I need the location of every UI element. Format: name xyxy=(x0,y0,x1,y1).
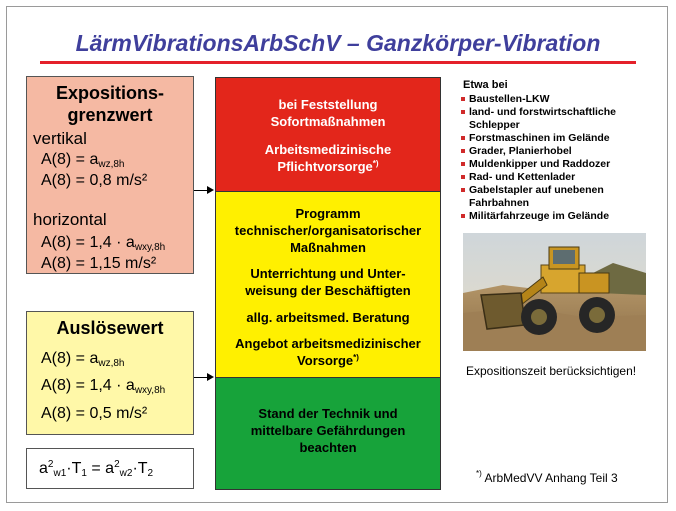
arrow-line-upper xyxy=(194,190,208,191)
yellow-p4-line-1: Angebot arbeitsmedizinischer xyxy=(235,336,421,351)
yellow-p1-line-3: Maßnahmen xyxy=(290,240,366,255)
horizontal-formula: $A(8) = 1,4 \cdot a_{wxy,8h}$ xyxy=(41,234,166,253)
bullet-icon xyxy=(461,175,465,179)
list-item: Forstmaschinen im Gelände xyxy=(461,132,666,145)
green-band xyxy=(216,377,440,489)
yellow-p2-line-2: weisung der Beschäftigten xyxy=(245,283,411,298)
measures-column xyxy=(215,77,441,490)
list-item: Gabelstapler auf unebenen Fahrbahnen xyxy=(461,184,666,210)
list-item: Militärfahrzeuge im Gelände xyxy=(461,210,666,223)
green-line-2: mittelbare Gefährdungen xyxy=(250,423,406,438)
action-value-line: A(8) = 0,5 m/s² xyxy=(41,405,148,422)
arrow-head-lower-icon xyxy=(207,373,214,381)
bullet-icon xyxy=(461,162,465,166)
red-line-3: Arbeitsmedizinische xyxy=(264,142,392,157)
yellow-p1-line-2: technischer/organisatorischer xyxy=(234,223,422,238)
action-value-heading: Auslösewert xyxy=(56,318,164,338)
green-line-1: Stand der Technik und xyxy=(258,406,398,421)
examples-heading: Etwa bei xyxy=(463,79,508,91)
slide-title: LärmVibrationsArbSchV – Ganzkörper-Vibration xyxy=(75,30,601,56)
exposure-time-note: Expositionszeit berücksichtigen! xyxy=(466,364,637,378)
vertical-label: vertikal xyxy=(33,129,87,148)
list-item: Baustellen-LKW xyxy=(461,93,666,106)
red-line-4: Pflichtvorsorge*) xyxy=(277,159,379,174)
wheel-loader-photo xyxy=(463,233,646,351)
green-line-3: beachten xyxy=(299,440,357,455)
bullet-icon xyxy=(461,110,465,114)
yellow-p1-line-1: Programm xyxy=(295,206,361,221)
yellow-p2-line-1: Unterrichtung und Unter- xyxy=(250,266,406,281)
bullet-icon xyxy=(461,97,465,101)
vertical-formula: $A(8) = a_{wz,8h}$ xyxy=(41,151,125,170)
list-item: Rad- und Kettenlader xyxy=(461,171,666,184)
horizontal-label: horizontal xyxy=(33,210,107,229)
title-underline xyxy=(40,61,636,64)
list-item: Grader, Planierhobel xyxy=(461,145,666,158)
red-band xyxy=(216,78,440,191)
yellow-p3: allg. arbeitsmed. Beratung xyxy=(246,310,410,325)
equivalence-formula: $a^2_{w1}\cdot T_1 = a^2_{w2}\cdot T_2$ xyxy=(39,459,154,479)
footnote: *) ArbMedVV Anhang Teil 3 xyxy=(476,469,618,485)
action-formula-1: $A(8) = a_{wz,8h}$ xyxy=(41,350,125,369)
arrow-line-lower xyxy=(194,377,208,378)
band-divider-1 xyxy=(216,191,440,192)
list-item: land- und forstwirtschaftliche Schlepper xyxy=(461,106,666,132)
vertical-value: A(8) = 0,8 m/s² xyxy=(41,172,148,189)
arrow-head-upper-icon xyxy=(207,186,214,194)
equivalence-formula-box xyxy=(26,448,194,489)
red-line-1: bei Feststellung xyxy=(278,97,378,112)
examples-list xyxy=(461,93,666,223)
bullet-icon xyxy=(461,149,465,153)
bullet-icon xyxy=(461,188,465,192)
action-formula-2: $A(8) = 1,4 \cdot a_{wxy,8h}$ xyxy=(41,377,166,396)
bullet-icon xyxy=(461,136,465,140)
bullet-icon xyxy=(461,214,465,218)
exposure-limit-box xyxy=(26,76,194,274)
yellow-p4-line-2: Vorsorge*) xyxy=(297,353,359,368)
action-value-box xyxy=(26,311,194,435)
horizontal-value: A(8) = 1,15 m/s² xyxy=(41,255,157,272)
exposure-limit-heading-1: Expositions- xyxy=(55,83,164,103)
list-item: Muldenkipper und Raddozer xyxy=(461,158,666,171)
band-divider-2 xyxy=(216,377,440,378)
yellow-band xyxy=(216,191,440,377)
red-line-2: Sofortmaßnahmen xyxy=(270,114,386,129)
exposure-limit-heading-2: grenzwert xyxy=(67,105,153,125)
